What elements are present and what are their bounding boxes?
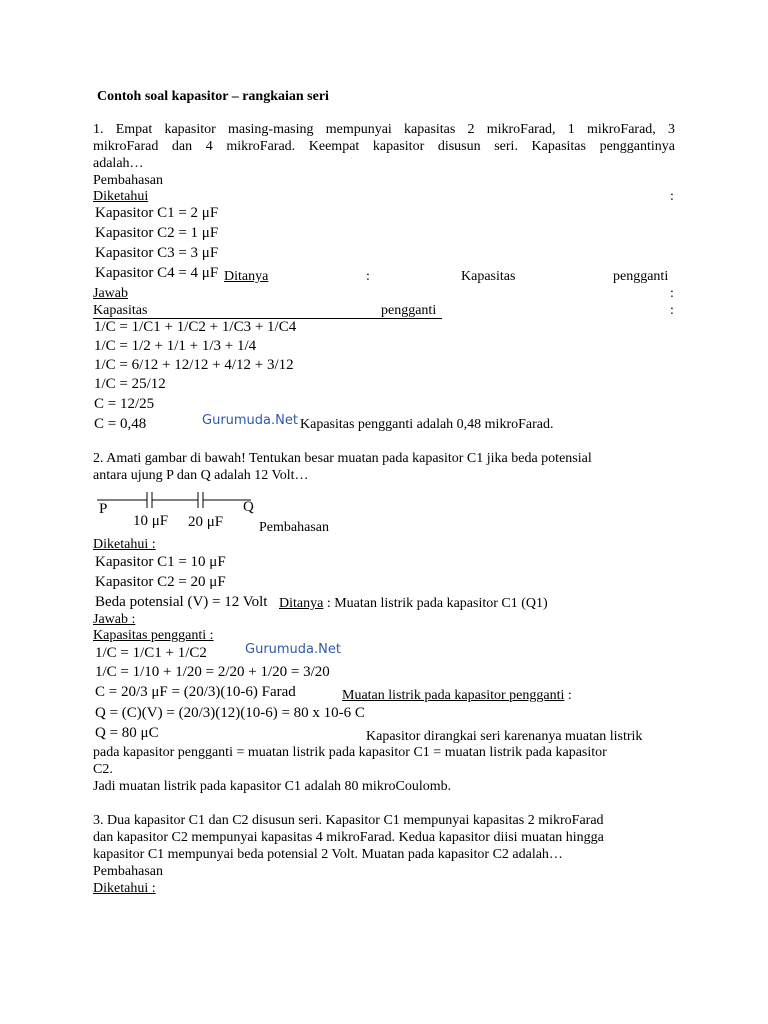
q1-watermark: Gurumuda.Net (202, 413, 298, 428)
q2-ditanya-label: Ditanya (279, 596, 324, 611)
q1-conclusion: Kapasitas pengganti adalah 0,48 mikroFarad. (300, 417, 554, 432)
q1-known-c3: Kapasitor C3 = 3 μF (95, 245, 219, 261)
q1-kapasitas-label: Kapasitas (93, 303, 148, 318)
q1-step-4: 1/C = 25/12 (94, 376, 166, 392)
q2-diketahui-label: Diketahui : (93, 537, 156, 552)
q2-question-line-1: 2. Amati gambar di bawah! Tentukan besar muatan pada kapasitor C1 jika beda potensial (93, 451, 592, 466)
q1-step-2: 1/C = 1/2 + 1/1 + 1/3 + 1/4 (94, 338, 257, 354)
q3-diketahui-label: Diketahui : (93, 881, 156, 896)
q1-diketahui-label: Diketahui (93, 189, 149, 204)
q2-step-5: Q = 80 μC (95, 725, 159, 741)
q2-step-3: C = 20/3 μF = (20/3)(10-6) Farad (95, 684, 296, 700)
q2-step-1: 1/C = 1/C1 + 1/C2 (95, 645, 207, 661)
q2-step-2: 1/C = 1/10 + 1/20 = 2/20 + 1/20 = 3/20 (95, 664, 330, 680)
q2-ditanya-value: : Muatan listrik pada kapasitor C1 (Q1) (326, 596, 548, 611)
q1-known-c1: Kapasitor C1 = 2 μF (95, 205, 219, 221)
q1-pembahasan: Pembahasan (93, 173, 163, 188)
q1-question-line-3: adalah… (93, 156, 144, 171)
q2-question-line-2: antara ujung P dan Q adalah 12 Volt… (93, 468, 309, 483)
q1-question-line-1: 1. Empat kapasitor masing-masing mempunyai kapasitas 2 mikroFarad, 1 mikroFarad, 3 (93, 122, 675, 137)
q2-circuit-label-p: P (99, 501, 108, 517)
q2-kapasitas-pengganti-label: Kapasitas pengganti : (93, 628, 214, 643)
q1-question-line-2: mikroFarad dan 4 mikroFarad. Keempat kapasitor disusun seri. Kapasitas penggantinya (93, 139, 675, 154)
q1-ditanya-value-2: pengganti (613, 269, 669, 284)
q2-ditanya-wrapper (279, 597, 548, 611)
q1-diketahui-colon: : (670, 189, 674, 204)
q2-explanation-line-3: C2. (93, 762, 113, 777)
q2-muatan-wrapper (342, 689, 572, 703)
q1-pengganti-label: pengganti (381, 303, 437, 318)
q1-kapasitas-pengganti-underline (93, 304, 442, 319)
q2-step-4: Q = (C)(V) = (20/3)(12)(10-6) = 80 x 10-6 C (95, 705, 365, 721)
q2-known-c1: Kapasitor C1 = 10 μF (95, 554, 226, 570)
q1-known-c4: Kapasitor C4 = 4 μF (95, 265, 219, 281)
q3-question-line-1: 3. Dua kapasitor C1 dan C2 disusun seri. Kapasitor C1 mempunyai kapasitas 2 mikroFarad (93, 813, 604, 828)
q2-circuit-label-q: Q (243, 499, 254, 515)
q1-known-c2: Kapasitor C2 = 1 μF (95, 225, 219, 241)
q2-circuit-diagram (95, 490, 265, 510)
q1-ditanya-colon: : (366, 269, 370, 284)
q3-question-line-3: kapasitor C1 mempunyai beda potensial 2 Volt. Muatan pada kapasitor C2 adalah… (93, 847, 563, 862)
q2-circuit-label-c1: 10 μF (133, 513, 169, 529)
q2-watermark: Gurumuda.Net (245, 642, 341, 657)
document-title: Contoh soal kapasitor – rangkaian seri (97, 89, 329, 104)
q1-step-1: 1/C = 1/C1 + 1/C2 + 1/C3 + 1/C4 (94, 319, 297, 335)
q2-explanation-line-2: pada kapasitor pengganti = muatan listrik pada kapasitor C1 = muatan listrik pada kapasitor (93, 745, 607, 760)
q1-step-3: 1/C = 6/12 + 12/12 + 4/12 + 3/12 (94, 357, 294, 373)
q1-ditanya-label: Ditanya (224, 269, 269, 284)
q1-ditanya-value-1: Kapasitas (461, 269, 516, 284)
q2-known-voltage: Beda potensial (V) = 12 Volt (95, 594, 268, 610)
q2-conclusion: Jadi muatan listrik pada kapasitor C1 adalah 80 mikroCoulomb. (93, 779, 452, 794)
q2-pembahasan: Pembahasan (259, 520, 329, 535)
q2-explanation-line-1: Kapasitor dirangkai seri karenanya muatan listrik (366, 729, 643, 744)
q2-jawab-label: Jawab : (93, 612, 136, 627)
q2-muatan-label: Muatan listrik pada kapasitor pengganti (342, 688, 565, 703)
q1-step-5: C = 12/25 (94, 396, 155, 412)
q1-jawab-label: Jawab (93, 286, 128, 301)
q2-known-c2: Kapasitor C2 = 20 μF (95, 574, 226, 590)
q2-circuit-label-c2: 20 μF (188, 514, 224, 530)
q1-jawab-colon: : (670, 286, 674, 301)
q3-question-line-2: dan kapasitor C2 mempunyai kapasitas 4 mikroFarad. Kedua kapasitor diisi muatan hingga (93, 830, 604, 845)
q2-muatan-colon: : (567, 688, 572, 703)
q1-step-6: C = 0,48 (94, 416, 147, 432)
q3-pembahasan: Pembahasan (93, 864, 163, 879)
q1-kapasitas-colon: : (670, 303, 674, 318)
